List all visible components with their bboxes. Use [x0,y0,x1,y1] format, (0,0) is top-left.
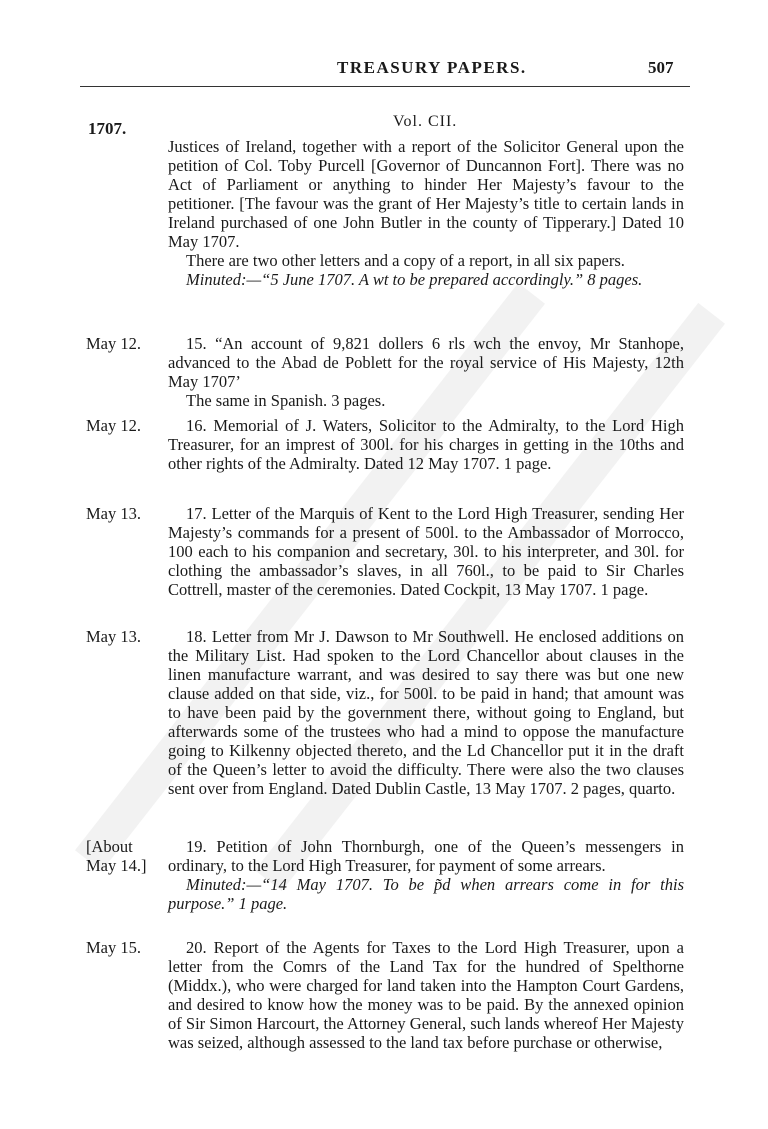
entry-paragraph: Justices of Ireland, together with a report of the Solicitor General upon the petition of Col. Toby Purcell [Governor of Duncannon Fort]. There was no Act of Parliament or anything to hinder Her Majesty’s favour to the petitioner. [The favour was the grant of Her Majesty’s title to certain lands in Ireland purchased of one John Butler in the county of Tipperary.] Dated 10 May 1707. [168,137,684,251]
entry-paragraph: 18. Letter from Mr J. Dawson to Mr Southwell. He enclosed additions on the Military List. Had spoken to the Lord Chancellor about clauses in the linen manufacture warrant, and was desired to say there was but one new clause added on that side, viz., for 500l. to be paid in hand; that amount was to have been paid by the government there, without going to England, but afterwards some of the trustees who had a mind to oppose the manufacture going to Kilkenny objected thereto, and the Ld Chancellor put it in the draft of the Queen’s letter to avoid the difficulty. There were also the two clauses sent over from England. Dated Dublin Castle, 13 May 1707. 2 pages, quarto. [168,627,684,798]
entry-paragraph: There are two other letters and a copy of a report, in all six papers. [186,251,625,270]
running-title: TREASURY PAPERS. [337,58,527,77]
entry-body [168,837,684,913]
page-number: 507 [648,58,674,77]
entry-body [168,137,684,289]
entry-paragraph: 16. Memorial of J. Waters, Solicitor to the Admiralty, to the Lord High Treasurer, for an imprest of 300l. for his charges in getting in the 10ths and other rights of the Admiralty. Dated 12 May 1707. 1 page. [168,416,684,473]
entry-date: May 12. [86,416,141,435]
year-label: 1707. [88,119,127,138]
entry-date: May 13. [86,504,141,523]
entry-paragraph: The same in Spanish. 3 pages. [186,391,386,410]
minuted-note: Minuted:—“14 May 1707. To be p̃d when arrears come in for this purpose.” 1 page. [168,875,684,913]
entry-paragraph: 20. Report of the Agents for Taxes to the Lord High Treasurer, upon a letter from the Comrs of the Land Tax for the hundred of Spelthorne (Middx.), who were charged for land taken into the Hampton Court Gardens, and desired to know how the money was to be paid. By the annexed opinion of Sir Simon Harcourt, the Attorney General, such lands whereof Her Majesty was seized, although assessed to the land tax before purchase or otherwise, [168,938,684,1052]
entry-date: May 15. [86,938,141,957]
entry-body [168,334,684,410]
entry-date: [About May 14.] [86,837,147,875]
entry-paragraph: 19. Petition of John Thornburgh, one of the Queen’s messengers in ordinary, to the Lord High Treasurer, for payment of some arrears. [168,837,684,875]
entry-body [168,416,684,473]
header-rule [80,86,690,87]
entry-body [168,627,684,798]
entry-paragraph: 15. “An account of 9,821 dollers 6 rls wch the envoy, Mr Stanhope, advanced to the Abad de Poblett for the royal service of His Majesty, 12th May 1707’ [168,334,684,391]
entry-body [168,504,684,599]
entry-paragraph: 17. Letter of the Marquis of Kent to the Lord High Treasurer, sending Her Majesty’s commands for a present of 500l. to the Ambassador of Morrocco, 100 each to his companion and secretary, 30l. to his interpreter, and 30l. for clothing the ambassador’s slaves, in all 760l., to be paid to Sir Charles Cottrell, master of the ceremonies. Dated Cockpit, 13 May 1707. 1 page. [168,504,684,599]
entry-date: May 13. [86,627,141,646]
entry-body [168,938,684,1052]
volume-heading: Vol. CII. [393,113,458,130]
entry-date: May 12. [86,334,141,353]
minuted-note: Minuted:—“5 June 1707. A wt to be prepared accordingly.” 8 pages. [186,270,643,289]
